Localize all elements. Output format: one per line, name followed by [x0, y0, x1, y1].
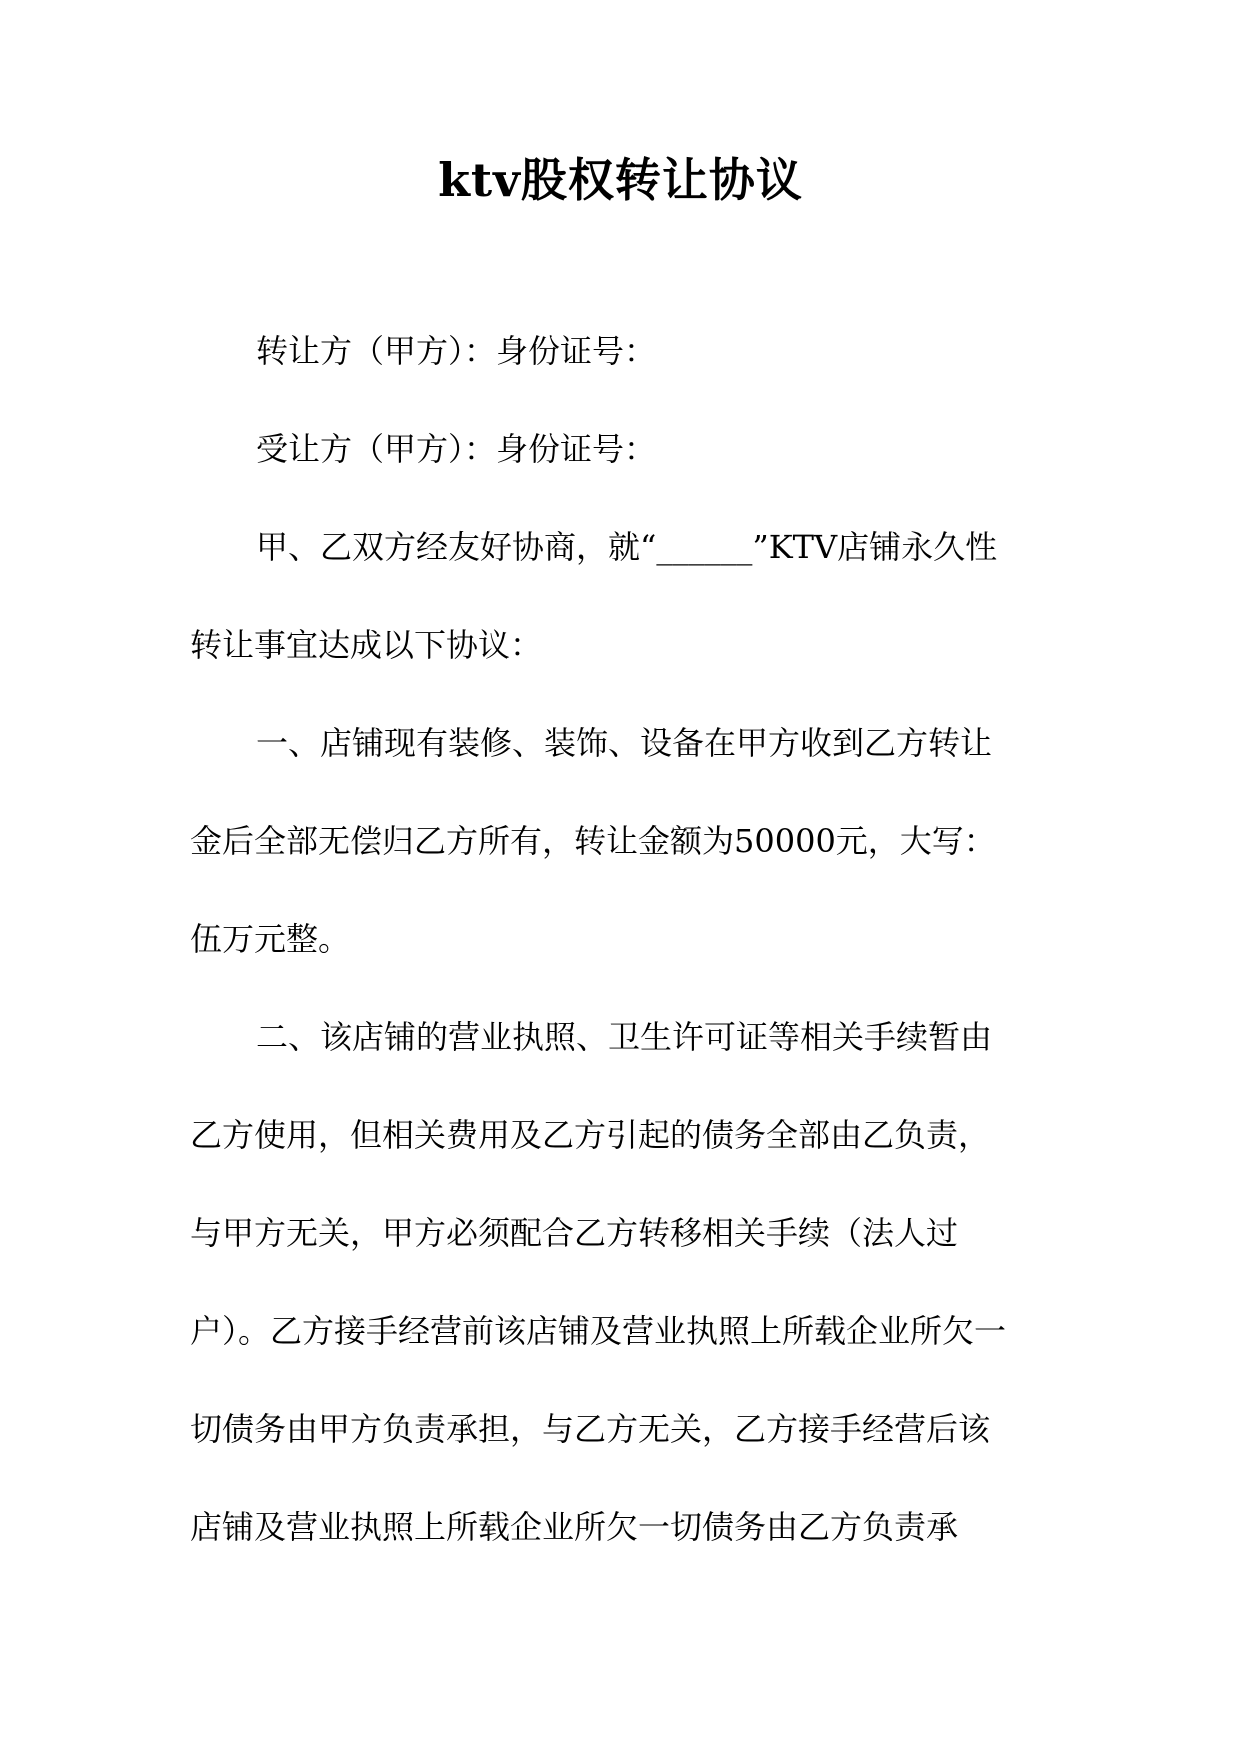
transferor-line: 转让方（甲方）：身份证号： [256, 332, 657, 370]
clause-1-line-3: 伍万元整。 [190, 920, 351, 958]
clause-2-line-4: 户）。乙方接手经营前该店铺及营业执照上所载企业所欠一 [190, 1312, 1007, 1350]
clause-2-line-1: 二、该店铺的营业执照、卫生许可证等相关手续暂由 [256, 1018, 993, 1056]
clause-1-line-1: 一、店铺现有装修、装饰、设备在甲方收到乙方转让 [256, 724, 993, 762]
document-title: ktv股权转让协议 [438, 153, 803, 207]
preamble-line-2: 转让事宜达成以下协议： [190, 626, 543, 664]
clause-1-line-2: 金后全部无偿归乙方所有，转让金额为50000元，大写： [190, 822, 996, 860]
document-body [190, 302, 1070, 1576]
clause-2-line-2: 乙方使用，但相关费用及乙方引起的债务全部由乙负责， [190, 1116, 991, 1154]
clause-2-line-5: 切债务由甲方负责承担，与乙方无关，乙方接手经营后该 [190, 1410, 991, 1448]
transferee-line: 受让方（甲方）：身份证号： [256, 430, 657, 468]
clause-2-line-3: 与甲方无关，甲方必须配合乙方转移相关手续（法人过 [190, 1214, 959, 1252]
clause-2-line-6: 店铺及营业执照上所载企业所欠一切债务由乙方负责承 [190, 1508, 959, 1546]
preamble-line-1: 甲、乙双方经友好协商，就“______”KTV店铺永久性 [256, 528, 998, 566]
